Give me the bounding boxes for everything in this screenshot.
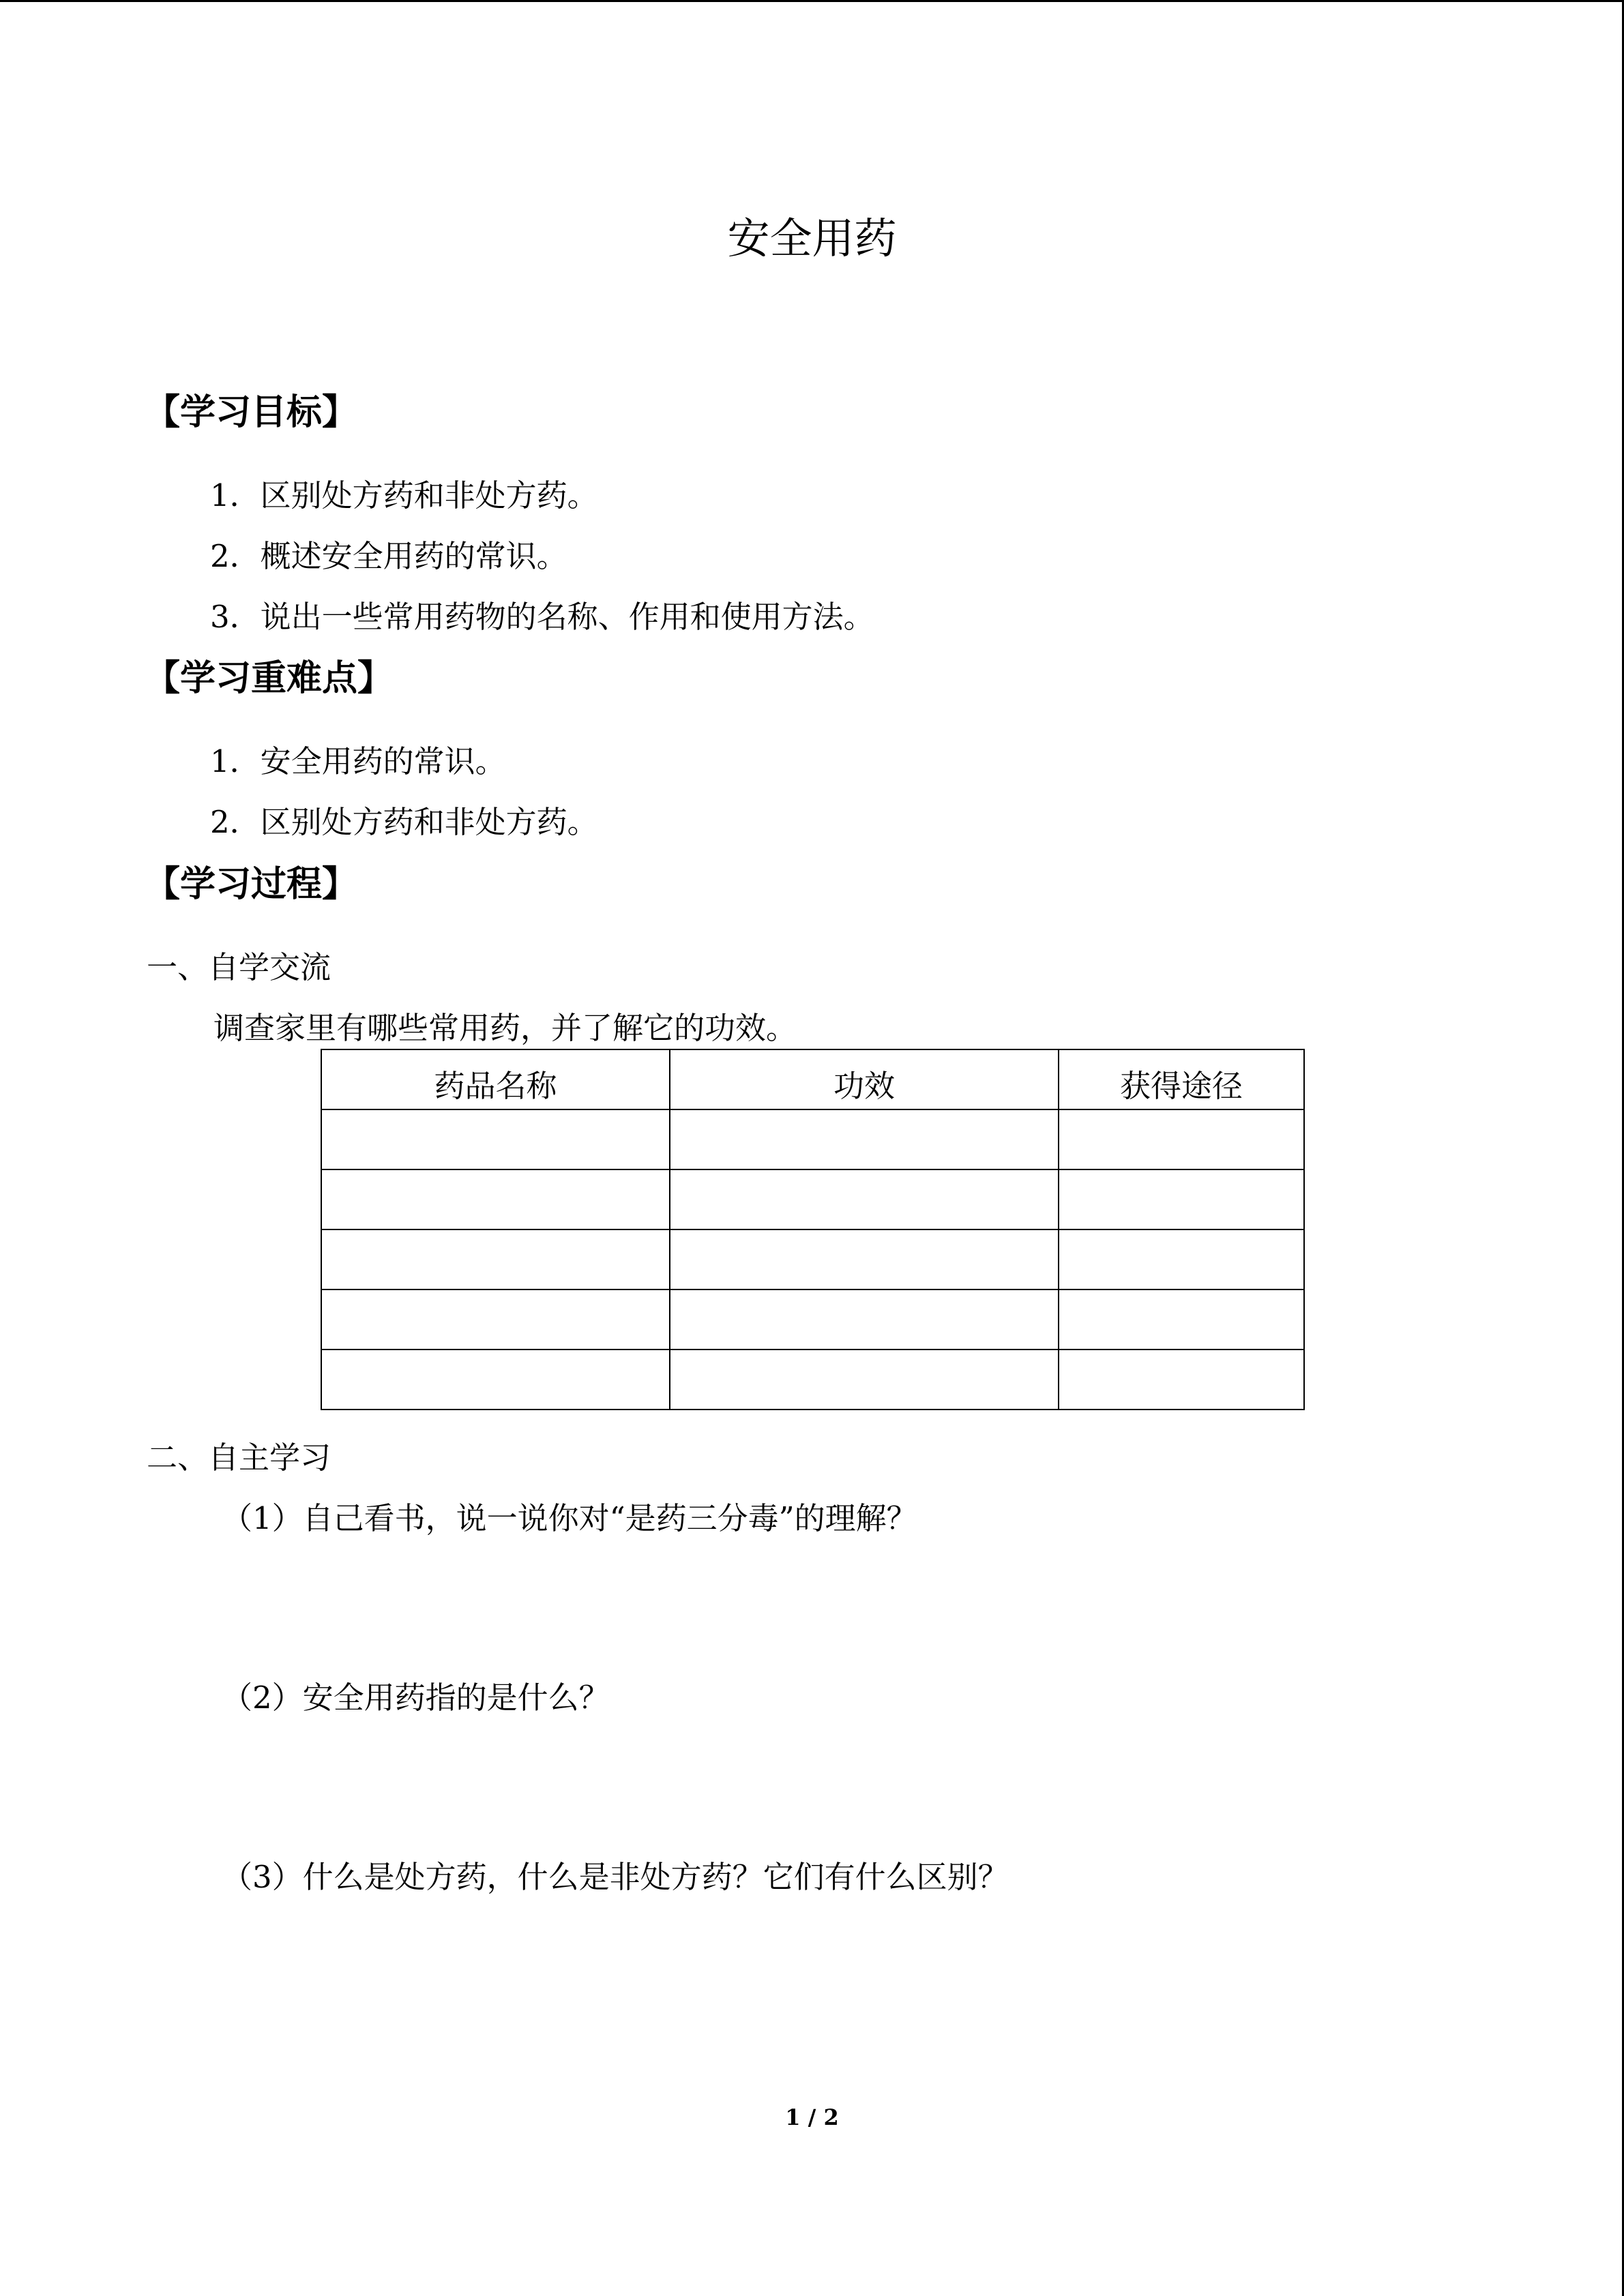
section-heading-keypoints: 【学习重难点】 xyxy=(145,658,394,699)
page-title: 安全用药 xyxy=(727,213,897,263)
table-header-source: 获得途径 xyxy=(1059,1049,1304,1109)
table-header-row xyxy=(321,1049,1304,1109)
keypoint-item-2: 2．区别处方药和非处方药。 xyxy=(210,804,598,840)
table-cell xyxy=(1059,1229,1304,1289)
table-cell xyxy=(321,1289,670,1350)
section-heading-goals: 【学习目标】 xyxy=(145,392,358,433)
page-border-top xyxy=(0,0,1624,2)
keypoint-item-1: 1．安全用药的常识。 xyxy=(210,743,506,779)
table-cell xyxy=(670,1229,1059,1289)
table-cell xyxy=(670,1109,1059,1169)
table-row xyxy=(321,1289,1304,1350)
table-cell xyxy=(1059,1289,1304,1350)
table-cell xyxy=(1059,1169,1304,1229)
table-row xyxy=(321,1229,1304,1289)
table-cell xyxy=(670,1289,1059,1350)
question-2: （2）安全用药指的是什么？ xyxy=(222,1680,610,1716)
goal-item-1: 1．区别处方药和非处方药。 xyxy=(210,477,598,513)
table-cell xyxy=(321,1350,670,1410)
part1-instruction: 调查家里有哪些常用药，并了解它的功效。 xyxy=(213,1010,797,1046)
table-row xyxy=(321,1350,1304,1410)
table-cell xyxy=(321,1109,670,1169)
table-header-name: 药品名称 xyxy=(321,1049,670,1109)
table-cell xyxy=(670,1350,1059,1410)
table-cell xyxy=(1059,1109,1304,1169)
table-row xyxy=(321,1169,1304,1229)
question-3: （3）什么是处方药，什么是非处方药？它们有什么区别？ xyxy=(222,1859,1009,1895)
table-cell xyxy=(321,1169,670,1229)
table-cell xyxy=(670,1169,1059,1229)
medicine-table xyxy=(321,1049,1305,1410)
table-cell xyxy=(1059,1350,1304,1410)
section-heading-process: 【学习过程】 xyxy=(145,864,358,905)
page-number: 1 / 2 xyxy=(785,2104,839,2130)
question-1: （1）自己看书，说一说你对“是药三分毒”的理解？ xyxy=(222,1500,917,1536)
table-cell xyxy=(321,1229,670,1289)
goal-item-3: 3．说出一些常用药物的名称、作用和使用方法。 xyxy=(210,599,874,635)
table-row xyxy=(321,1109,1304,1169)
goal-item-2: 2．概述安全用药的常识。 xyxy=(210,538,567,574)
part2-heading: 二、自主学习 xyxy=(147,1440,331,1476)
table-header-effect: 功效 xyxy=(670,1049,1059,1109)
part1-heading: 一、自学交流 xyxy=(147,949,331,985)
